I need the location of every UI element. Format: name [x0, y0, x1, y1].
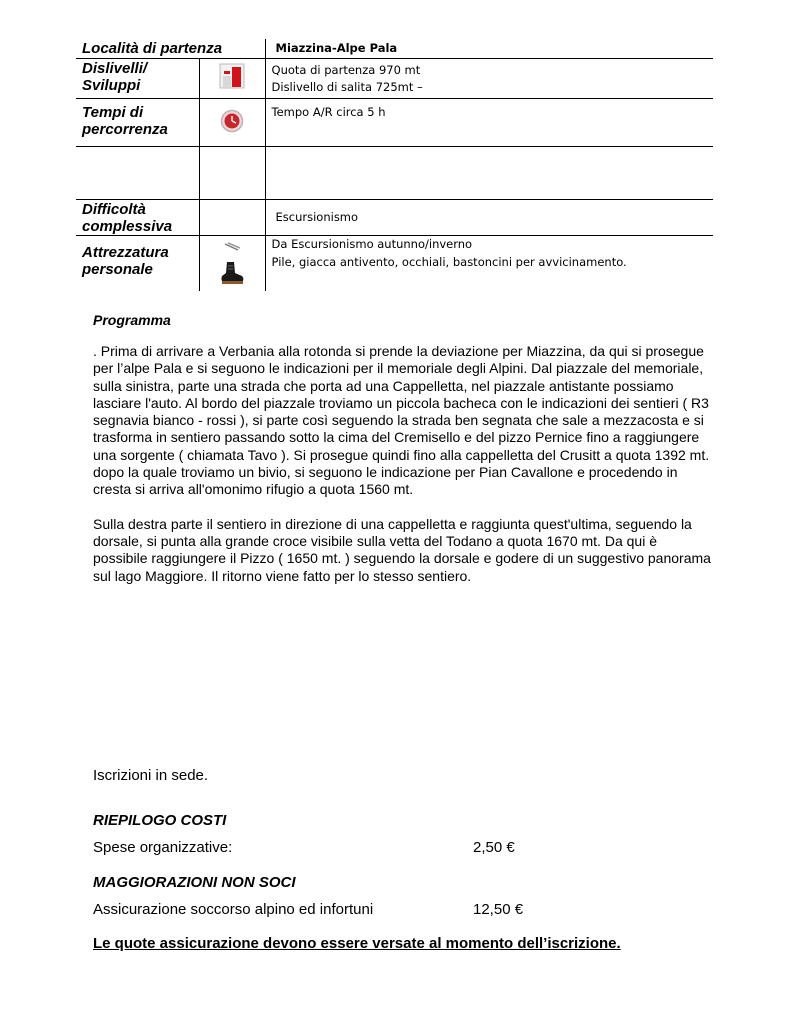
equipment-label: Attrezzatura personale	[82, 243, 169, 278]
elevation-start-value: Quota di partenza 970 mt	[271, 62, 421, 77]
cost-row	[93, 901, 563, 918]
program-title: Programma	[93, 312, 171, 328]
start-location-value: Miazzina-Alpe Pala	[275, 41, 398, 55]
program-body	[93, 343, 713, 585]
table-row	[76, 235, 713, 291]
elevation-gain-value: Dislivello di salita 725mt –	[271, 79, 423, 94]
table-row	[76, 146, 713, 199]
cost-label: Assicurazione soccorso alpino ed infortuni	[93, 901, 374, 918]
cost-row	[93, 839, 563, 856]
insurance-note: Le quote assicurazione devono essere versate al momento dell’iscrizione.	[93, 935, 621, 952]
elevation-label: Dislivelli/ Sviluppi	[82, 59, 148, 94]
table-row	[76, 98, 713, 146]
trekking-poles-icon	[222, 239, 242, 257]
program-paragraph: Sulla destra parte il sentiero in direzione di una cappelletta e raggiunta quest'ultima, seguendo la dorsale, si punta alla grande croce visibile sulla vetta del Todano a quota 1670 mt. Da qui è possibile raggiungere il Pizzo ( 1650 mt. ) seguendo la dorsale e godere di un suggestivo panorama sul lago Maggiore. Il ritorno viene fatto per lo stesso sentiero.	[93, 515, 711, 584]
elevation-chart-icon	[219, 63, 245, 94]
start-location-label: Località di partenza	[82, 40, 223, 57]
duration-value: Tempo A/R circa 5 h	[271, 104, 386, 119]
difficulty-label: Difficoltà complessiva	[82, 200, 173, 235]
route-info-table	[76, 39, 713, 291]
cost-amount: 2,50 €	[473, 839, 515, 856]
table-row	[76, 199, 713, 235]
duration-label: Tempi di percorrenza	[82, 103, 168, 138]
difficulty-value: Escursionismo	[275, 209, 359, 224]
program-paragraph: . Prima di arrivare a Verbania alla rotonda si prende la deviazione per Miazzina, da qui si prosegue per l’alpe Pala e si seguono le indicazioni per il memoriale degli Alpini. Dal piazzale del memoriale, sulla sinistra, parte una strada che porta ad una Cappelletta, nel piazzale antistante possiamo lasciare l'auto. Al bordo del piazzale troviamo un piccola bacheca con le indicazioni dei sentieri ( R3 segnavia bianco - rossi ), si parte così seguendo la strada ben segnata che sale a mezzacosta e si trasforma in sentiero passando sotto la cima del Cremisello e del pizzo Pernice fino a raggiungere una sorgente ( chiamata Tavo ). Si prosegue quindi fino alla cappelletta del Crusitt a quota 1392 mt. dopo la quale troviamo un bivio, si seguono le indicazione per Pian Cavallone e procedendo in cresta si arriva all'omonimo rifugio a quota 1560 mt.	[93, 343, 710, 498]
table-row	[76, 39, 713, 58]
cost-label: Spese organizzative:	[93, 839, 233, 856]
clock-icon	[220, 109, 244, 138]
non-member-heading: MAGGIORAZIONI NON SOCI	[93, 874, 296, 891]
table-row	[76, 58, 713, 98]
equipment-season-value: Da Escursionismo autunno/inverno	[271, 236, 473, 251]
hiking-boot-icon	[219, 260, 245, 291]
cost-amount: 12,50 €	[473, 901, 524, 918]
equipment-list-value: Pile, giacca antivento, occhiali, bastoncini per avvicinamento.	[271, 254, 627, 269]
registration-text: Iscrizioni in sede.	[93, 767, 209, 784]
cost-summary-heading: RIEPILOGO COSTI	[93, 812, 227, 829]
